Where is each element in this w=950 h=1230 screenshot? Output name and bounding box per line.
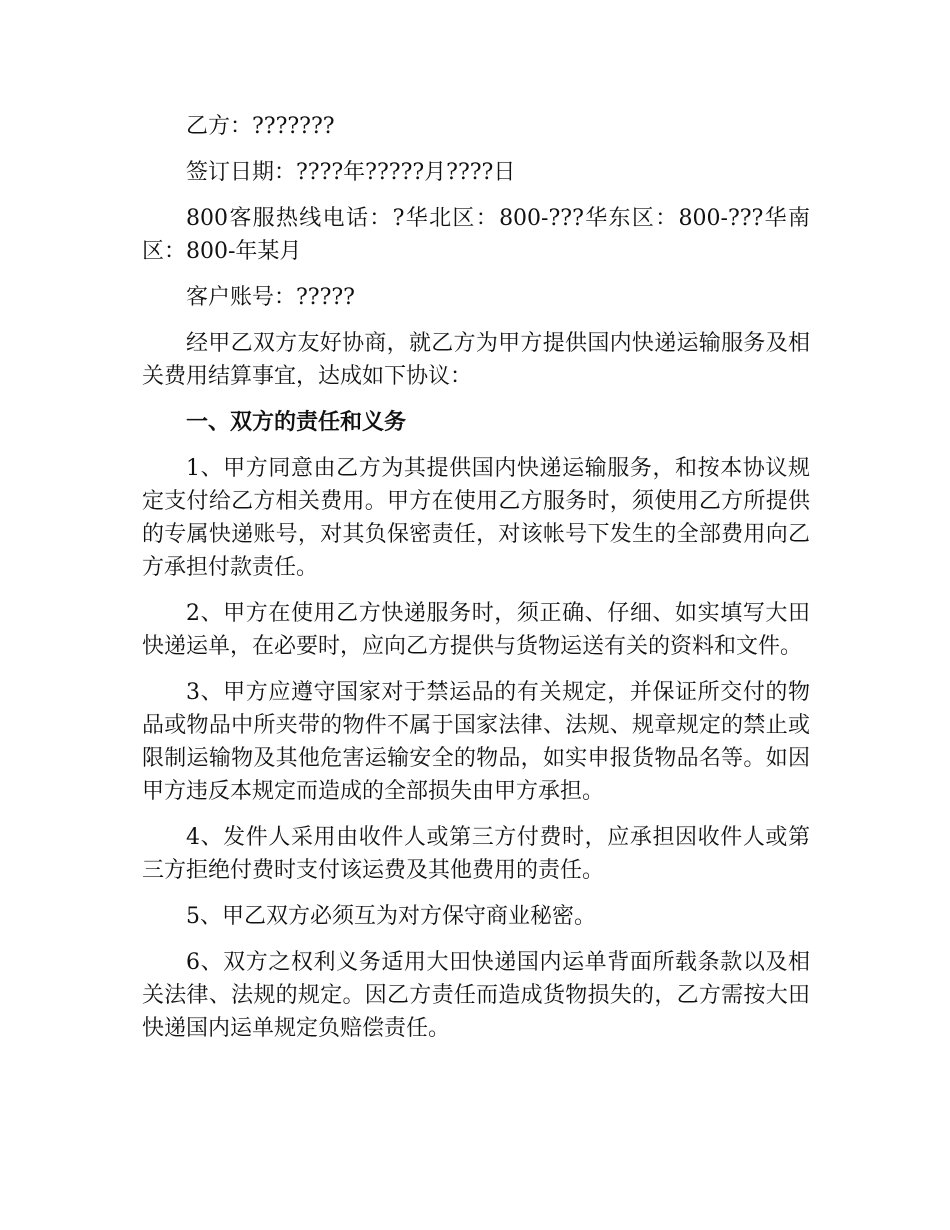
account-line: 客户账号：????? <box>186 285 355 310</box>
sign-date-line: 签订日期：????年?????月????日 <box>186 160 516 185</box>
clause-1: 1、甲方同意由乙方为其提供国内快递运输服务，和按本协议规定支付给乙方相关费用。甲方在使用乙方服务时，须使用乙方所提供的专属快递账号，对其负保密责任，对该帐号下发生的全部费用向乙方承担付款责任。 <box>142 456 810 580</box>
clause-6: 6、双方之权利义务适用大田快递国内运单背面所载条款以及相关法律、法规的规定。因乙方责任而造成货物损失的，乙方需按大田快递国内运单规定负赔偿责任。 <box>142 950 810 1041</box>
clause-2: 2、甲方在使用乙方快递服务时，须正确、仔细、如实填写大田快递运单，在必要时，应向乙方提供与货物运送有关的资料和文件。 <box>142 601 810 659</box>
clause-5: 5、甲乙双方必须互为对方保守商业秘密。 <box>186 904 596 929</box>
party-b-line: 乙方：??????? <box>186 114 335 139</box>
intro-paragraph: 经甲乙双方友好协商，就乙方为甲方提供国内快递运输服务及相关费用结算事宜，达成如下协议： <box>142 331 810 389</box>
clause-3: 3、甲方应遵守国家对于禁运品的有关规定，并保证所交付的物品或物品中所夹带的物件不属于国家法律、法规、规章规定的禁止或限制运输物及其他危害运输安全的物品，如实申报货物品名等。如因甲方违反本规定而造成的全部损失由甲方承担。 <box>142 680 810 804</box>
document-page <box>142 110 810 1058</box>
hotline-paragraph: 800客服热线电话：?华北区：800-???华东区：800-???华南区：800-年某月 <box>142 206 810 264</box>
clause-4: 4、发件人采用由收件人或第三方付费时，应承担因收件人或第三方拒绝付费时支付该运费及其他费用的责任。 <box>142 825 810 883</box>
section-heading: 一、双方的责任和义务 <box>186 409 407 435</box>
